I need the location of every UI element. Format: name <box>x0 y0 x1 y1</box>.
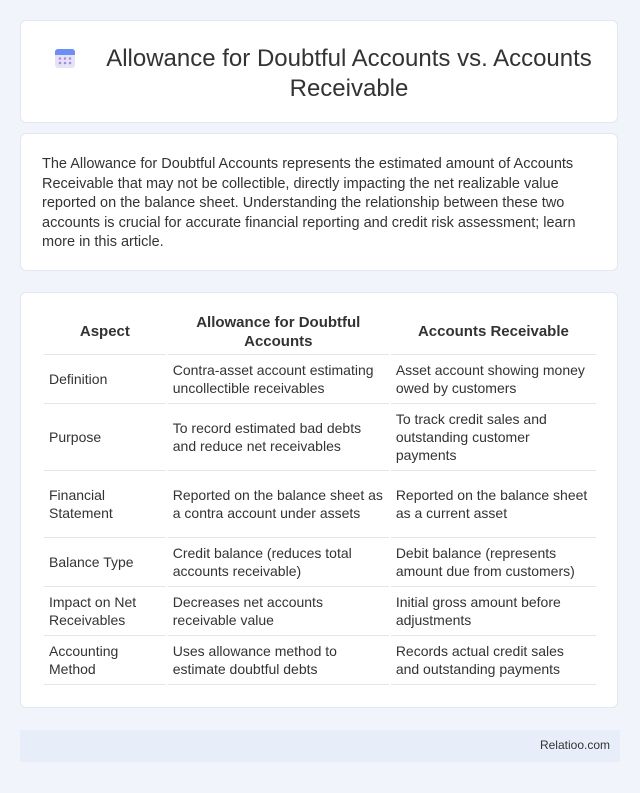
footer-bar <box>20 730 620 762</box>
row-allowance: Decreases net accounts receivable value <box>168 587 389 636</box>
row-receivable: Records actual credit sales and outstanding payments <box>391 636 596 685</box>
page-title: Allowance for Doubtful Accounts vs. Accounts Receivable <box>106 45 592 102</box>
comparison-table <box>42 309 598 685</box>
row-allowance: Uses allowance method to estimate doubtful debts <box>168 636 389 685</box>
row-aspect: Accounting Method <box>44 636 166 685</box>
table-row <box>44 538 596 587</box>
row-receivable: Reported on the balance sheet as a current asset <box>391 471 596 538</box>
header-allowance: Allowance for Doubtful Accounts <box>168 309 389 355</box>
row-aspect: Financial Statement <box>44 471 166 538</box>
row-aspect: Purpose <box>44 404 166 471</box>
table-row <box>44 636 596 685</box>
row-aspect: Definition <box>44 355 166 404</box>
footer-site-link[interactable]: Relatioo.com <box>539 738 610 752</box>
row-aspect: Impact on Net Receivables <box>44 587 166 636</box>
intro-card <box>20 133 618 271</box>
intro-paragraph: The Allowance for Doubtful Accounts represents the estimated amount of Accounts Receivable that may not be collectible, directly impacting the net realizable value reported on the balance sheet. Understanding the relationship between these two accounts is crucial for accurate financial reporting and credit risk assessment; learn more in this article. <box>42 156 576 250</box>
table-row <box>44 355 596 404</box>
row-allowance: Reported on the balance sheet as a contra account under assets <box>168 471 389 538</box>
comparison-card <box>20 292 618 708</box>
table-row <box>44 404 596 471</box>
row-allowance: Credit balance (reduces total accounts receivable) <box>168 538 389 587</box>
row-receivable: To track credit sales and outstanding customer payments <box>391 404 596 471</box>
calendar-icon <box>53 46 77 70</box>
table-row <box>44 587 596 636</box>
row-receivable: Initial gross amount before adjustments <box>391 587 596 636</box>
row-receivable: Asset account showing money owed by customers <box>391 355 596 404</box>
header-aspect: Aspect <box>44 309 166 355</box>
header-card <box>20 20 618 123</box>
row-allowance: To record estimated bad debts and reduce net receivables <box>168 404 389 471</box>
row-aspect: Balance Type <box>44 538 166 587</box>
row-allowance: Contra-asset account estimating uncollectible receivables <box>168 355 389 404</box>
row-receivable: Debit balance (represents amount due from customers) <box>391 538 596 587</box>
table-row <box>44 471 596 538</box>
table-header-row <box>44 309 596 355</box>
header-receivable: Accounts Receivable <box>391 309 596 355</box>
